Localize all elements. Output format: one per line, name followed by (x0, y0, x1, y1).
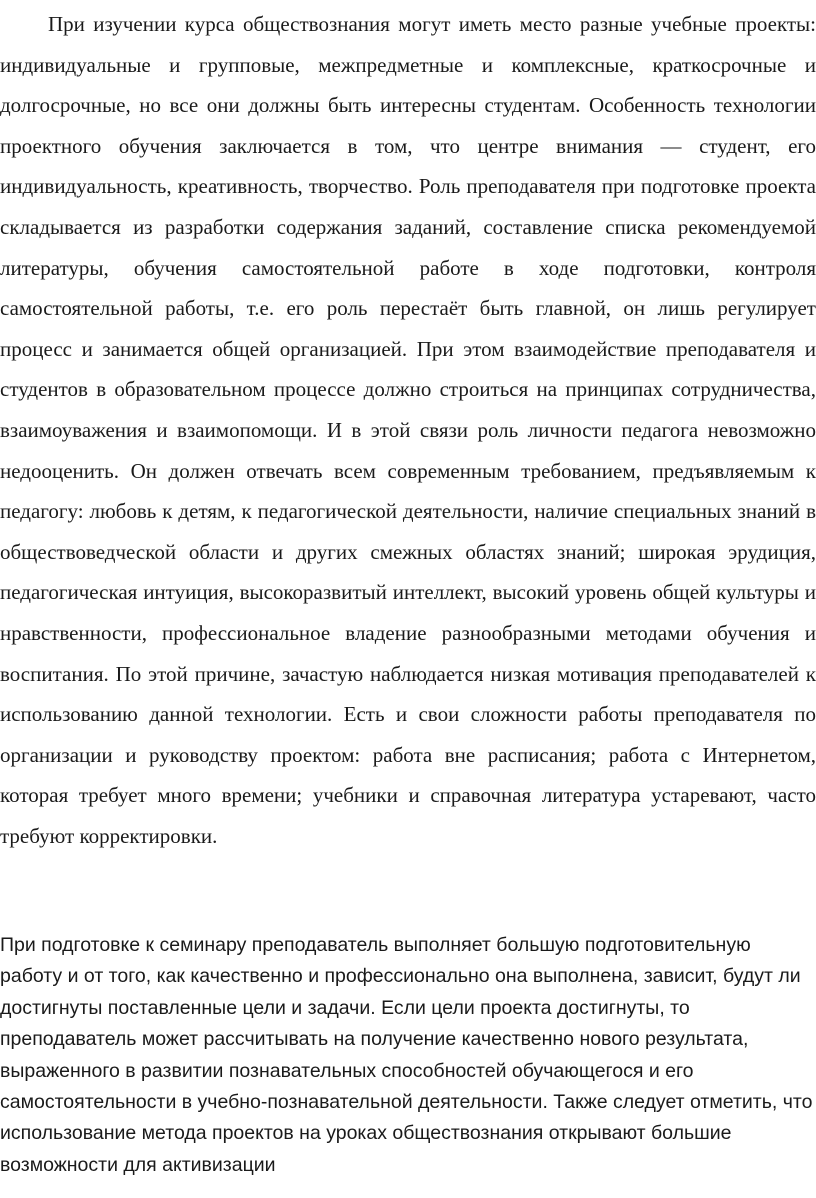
paragraph-seminar-preparation: При подготовке к семинару преподаватель выполняет большую подготовительную работу и от того, как качественно и профессионально она выполнена, зависит, будут ли достигнуты поставленные цели и задачи. Если цели проекта достигнуты, то преподаватель может рассчитывать на получение качественно нового результата, выраженного в развитии познавательных способностей обучающегося и его самостоятельности в учебно-познавательной деятельности. Также следует отметить, что использование метода проектов на уроках обществознания открывают большие возможности для активизации (0, 934, 813, 1176)
paragraph-project-learning: При изучении курса обществознания могут иметь место разные учебные проекты: индивидуальные и групповые, межпредметные и комплексные, краткосрочные и долгосрочные, но все они должны быть интересны студентам. Особенность технологии проектного обучения заключается в том, что центре внимания — студент, его индивидуальность, креативность, творчество. Роль преподавателя при подготовке проекта складывается из разработки содержания заданий, составление списка рекомендуемой литературы, обучения самостоятельной работе в ходе подготовки, контроля самостоятельной работы, т.е. его роль перестаёт быть главной, он лишь регулирует процесс и занимается общей организацией. При этом взаимодействие преподавателя и студентов в образовательном процессе должно строиться на принципах сотрудничества, взаимоуважения и взаимопомощи. И в этой связи роль личности педагога невозможно недооценить. Он должен отвечать всем современным требованием, предъявляемым к педагогу: любовь к детям, к педагогической деятельности, наличие специальных знаний в обществоведческой области и других смежных областях знаний; широкая эрудиция, педагогическая интуиция, высокоразвитый интеллект, высокий уровень общей культуры и нравственности, профессиональное владение разнообразными методами обучения и воспитания. По этой причине, зачастую наблюдается низкая мотивация преподавателей к использованию данной технологии. Есть и свои сложности работы преподавателя по организации и руководству проектом: работа вне расписания; работа с Интернетом, которая требует много времени; учебники и справочная литература устаревают, часто требуют корректировки. (0, 12, 816, 848)
